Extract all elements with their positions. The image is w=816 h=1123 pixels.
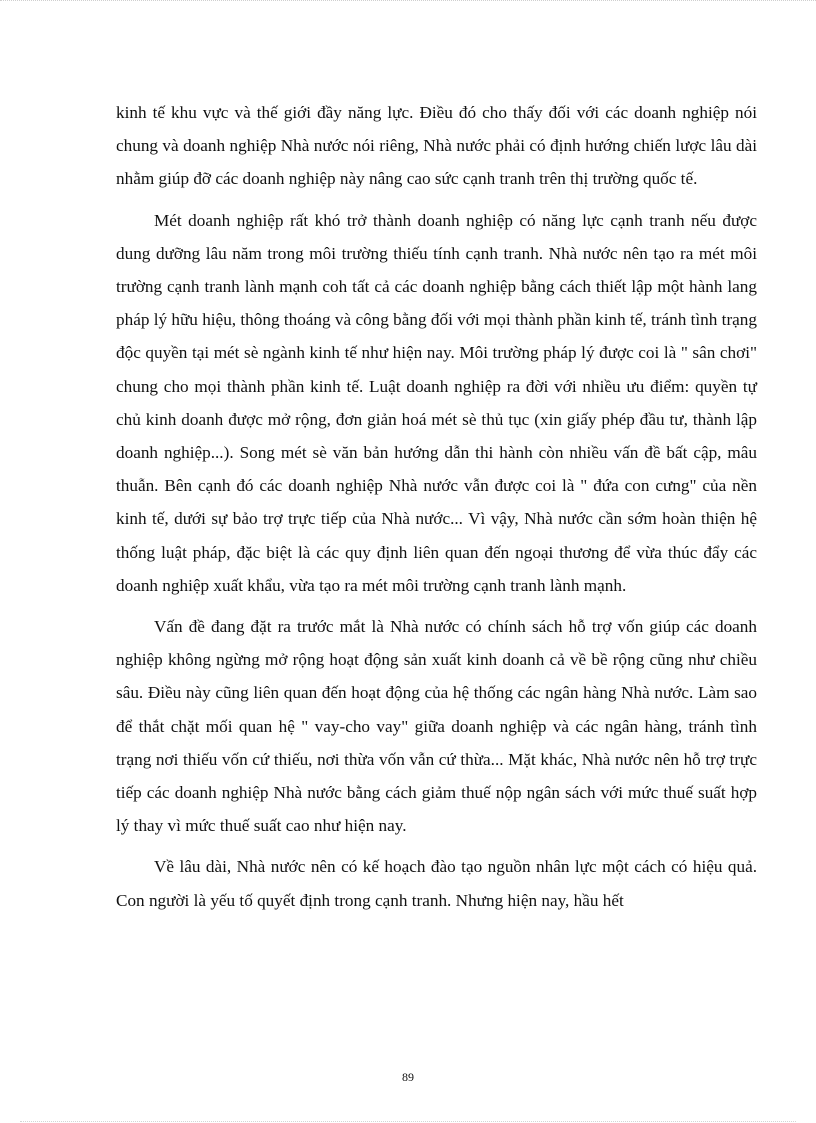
paragraph-2: Mét doanh nghiệp rất khó trở thành doanh nghiệp có năng lực cạnh tranh nếu được dung dưỡng lâu năm trong môi trường thiếu tính cạnh tranh. Nhà nước nên tạo ra mét môi trường cạnh tranh lành mạnh coh tất cả các doanh nghiệp bằng cách thiết lập một hành lang pháp lý hữu hiệu, thông thoáng và công bằng đối với mọi thành phần kinh tế, tránh tình trạng độc quyền tại mét sè ngành kinh tế như hiện nay. Môi trường pháp lý được coi là " sân chơi" chung cho mọi thành phần kinh tế. Luật doanh nghiệp ra đời với nhiều ưu điểm: quyền tự chủ kinh doanh được mở rộng, đơn giản hoá mét sè thủ tục (xin giấy phép đầu tư, thành lập doanh nghiệp...). Song mét sè văn bản hướng dẫn thi hành còn nhiều vấn đề bất cập, mâu thuẫn. Bên cạnh đó các doanh nghiệp Nhà nước vẫn được coi là " đứa con cưng" của nền kinh tế, dưới sự bảo trợ trực tiếp của Nhà nước... Vì vậy, Nhà nước cần sớm hoàn thiện hệ thống luật pháp, đặc biệt là các quy định liên quan đến ngoại thương để vừa thúc đẩy các doanh nghiệp xuất khẩu, vừa tạo ra mét môi trường cạnh tranh lành mạnh. (116, 210, 757, 595)
page-number: 89 (402, 1070, 414, 1084)
paragraph-3: Vấn đề đang đặt ra trước mắt là Nhà nước có chính sách hỗ trợ vốn giúp các doanh nghiệp không ngừng mở rộng hoạt động sản xuất kinh doanh cả về bề rộng cũng như chiều sâu. Điều này cũng liên quan đến hoạt động của hệ thống các ngân hàng Nhà nước. Làm sao để thắt chặt mối quan hệ " vay-cho vay" giữa doanh nghiệp và các ngân hàng, tránh tình trạng nơi thiếu vốn cứ thiếu, nơi thừa vốn vẫn cứ thừa... Mặt khác, Nhà nước nên hỗ trợ trực tiếp các doanh nghiệp Nhà nước bằng cách giảm thuế nộp ngân sách với mức thuế suất hợp lý thay vì mức thuế suất cao như hiện nay. (116, 617, 757, 836)
paragraph-4: Về lâu dài, Nhà nước nên có kế hoạch đào tạo nguồn nhân lực một cách có hiệu quả. Con người là yếu tố quyết định trong cạnh tranh. Nhưng hiện nay, hầu hết (116, 857, 757, 910)
body-text (116, 96, 757, 925)
paragraph-1: kinh tế khu vực và thế giới đầy năng lực. Điều đó cho thấy đối với các doanh nghiệp nói chung và doanh nghiệp Nhà nước nói riêng, Nhà nước phải có định hướng chiến lược lâu dài nhằm giúp đỡ các doanh nghiệp này nâng cao sức cạnh tranh trên thị trường quốc tế. (116, 103, 757, 189)
page-bottom-divider (20, 1121, 796, 1122)
